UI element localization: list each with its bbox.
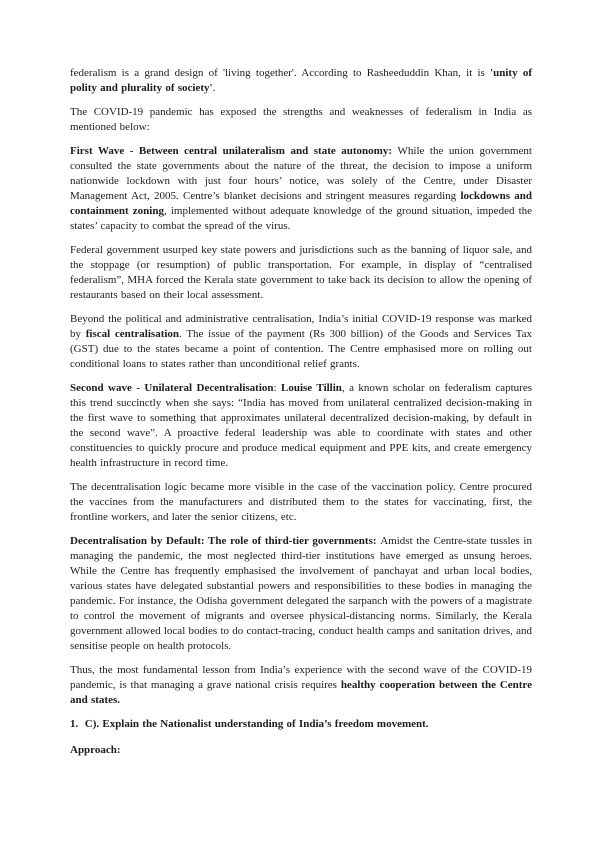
text-segment: Decentralisation by Default: The role of third-tier governments: <box>70 535 381 547</box>
intro-continuation-paragraph <box>70 66 536 96</box>
text-segment: Second wave - Unilateral Decentralisation <box>70 382 274 394</box>
text-segment: . The issue of the payment (Rs 300 billion) of the Goods and Services Tax (GST) due to the states became a point of contention. The Centre emphasised more on rolling out conditional loans to states rather than unconditional relief grants. <box>70 328 536 370</box>
text-segment: Amidst the Centre-state tussles in managing the pandemic, the most neglected third-tier institutions have emerged as unsung heroes. While the Centre has frequently emphasised the involvement of panchayat and urban local bodies, various states have delegated substantial powers and responsibilities to these bodies in managing the pandemic. For instance, the Odisha government delegated the sarpanch with the powers of a magistrate to control the movement of migrants and oversee physical-distancing norms. Similarly, the Kerala government allowed local bodies to do contact-tracing, conduct health camps and sanitation drives, and sensitise people on health protocols. <box>70 535 536 652</box>
text-segment: First Wave - Between central unilateralism and state autonomy: <box>70 145 398 157</box>
text-segment: Louise Tillin <box>281 382 342 394</box>
second-wave-paragraph <box>70 381 536 471</box>
text-segment: Federal government usurped key state powers and jurisdictions such as the banning of liquor sale, and the stoppage (or resumption) of public transportation. For example, in display of “centralised federalism”, MHA forced the Kerala state government to take back its decision to allow the opening of restaurants based on their local assessment. <box>70 244 536 301</box>
question-1c <box>70 717 532 732</box>
first-wave-paragraph <box>70 144 536 234</box>
text-segment: fiscal centralisation <box>85 328 180 340</box>
text-segment: The COVID-19 pandemic has exposed the strengths and weaknesses of federalism in India as mentioned below: <box>70 106 536 133</box>
approach-heading <box>70 743 532 758</box>
text-segment: Beyond the political and administrative centralisation, India’s initial COVID-19 response was marked by <box>70 313 536 340</box>
covid-overview-paragraph <box>70 105 536 135</box>
fiscal-centralisation-paragraph <box>70 312 536 372</box>
text-segment: : <box>273 382 282 394</box>
text-segment: federalism is a grand design of 'living together'. According to Rasheeduddin Khan, it is <box>70 67 491 79</box>
text-segment: 'unity of polity and plurality of society' <box>70 67 536 94</box>
federal-usurp-paragraph <box>70 243 536 303</box>
vaccination-policy-paragraph <box>70 480 536 525</box>
text-segment: 1. C). Explain the Nationalist understanding of India’s freedom movement. <box>70 718 429 730</box>
text-segment: healthy cooperation between the Centre and states. <box>70 679 536 706</box>
text-segment: While the union government consulted the state governments about the nature of the threat, the decision to impose a uniform nationwide lockdown with just four hours’ notice, was solely of the Centre, under Disaster Management Act, 2005. Centre’s blanket decisions and stringent measures regarding <box>70 145 536 202</box>
document-body <box>70 66 536 767</box>
conclusion-paragraph <box>70 663 536 708</box>
text-segment: . <box>212 82 216 94</box>
text-segment: Thus, the most fundamental lesson from India’s experience with the second wave of the COVID-19 pandemic, is that managing a grave national crisis requires <box>70 664 536 691</box>
text-segment: , a known scholar on federalism captures this trend succinctly when she says: “India has moved from unilateral centralized decision-making in the first wave to something that approximates unilateral decentralized decision-making, by default in the second wave”. A proactive federal leadership was able to coordinate with states and other constituencies to quickly procure and produce medical equipment and PPE kits, and create emergency health infrastructure in record time. <box>70 382 536 469</box>
text-segment: The decentralisation logic became more visible in the case of the vaccination policy. Centre procured the vaccines from the manufacturers and distributed them to the states for vaccinating, first, the frontline workers, and later the senior citizens, etc. <box>70 481 536 523</box>
text-segment: Approach: <box>70 744 121 756</box>
third-tier-paragraph <box>70 534 536 654</box>
text-segment: lockdowns and containment zoning <box>70 190 536 217</box>
text-segment: , implemented without adequate knowledge of the ground situation, impeded the states’ capacity to combat the spread of the virus. <box>70 205 536 232</box>
